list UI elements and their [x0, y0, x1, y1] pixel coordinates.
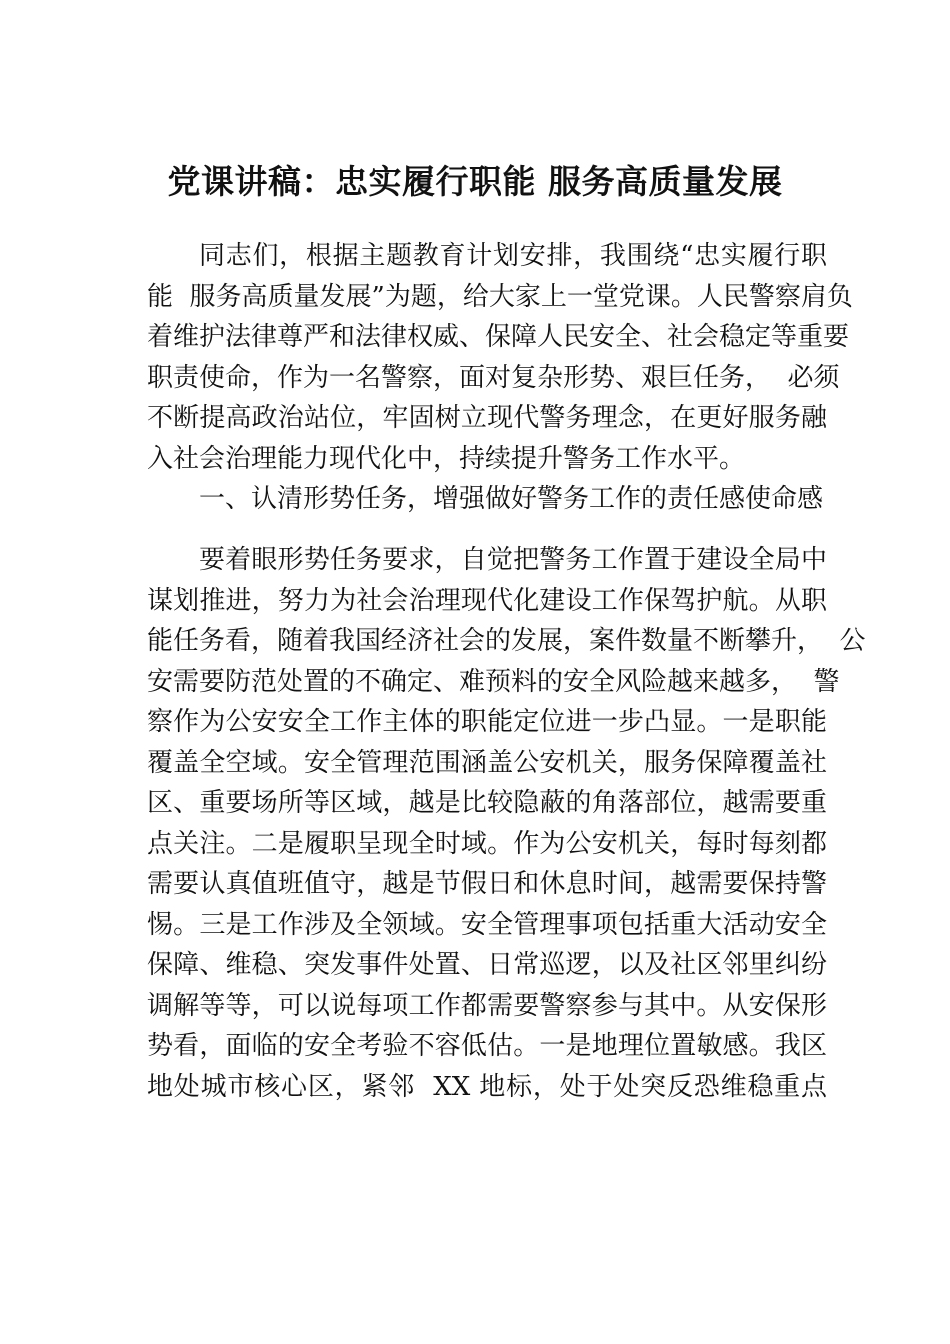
text-line: 地处城市核心区，紧邻 XX 地标，处于处突反恐维稳重点: [147, 1071, 827, 1102]
text-line: 谋划推进，努力为社会治理现代化建设工作保驾护航。从职: [147, 585, 827, 616]
text-line: 能任务看，随着我国经济社会的发展，案件数量不断攀升， 公: [147, 626, 866, 656]
text-line: 保障、维稳、突发事件处置、日常巡逻，以及社区邻里纠纷: [147, 950, 827, 980]
text-line: 点关注。二是履职呈现全时域。作为公安机关，每时每刻都: [147, 828, 827, 859]
text-line: 职责使命，作为一名警察，面对复杂形势、艰巨任务， 必须: [147, 362, 840, 393]
text-line: 区、重要场所等区域，越是比较隐蔽的角落部位，越需要重: [147, 788, 827, 818]
text-line: 不断提高政治站位，牢固树立现代警务理念，在更好服务融: [147, 403, 827, 433]
paragraph-situation: [147, 540, 866, 1107]
text-line: 安需要防范处置的不确定、难预料的安全风险越来越多， 警: [147, 666, 840, 697]
text-line: 惕。三是工作涉及全领域。安全管理事项包括重大活动安全: [147, 909, 827, 940]
text-line: 同志们，根据主题教育计划安排，我围绕“忠实履行职: [199, 241, 827, 271]
text-line: 调解等等，可以说每项工作都需要警察参与其中。从安保形: [147, 990, 827, 1021]
text-line: 着维护法律尊严和法律权威、保障人民安全、社会稳定等重要: [147, 322, 850, 352]
paragraph-intro: [147, 236, 853, 520]
text-line: 需要认真值班值守，越是节假日和休息时间，越需要保持警: [147, 869, 827, 899]
text-line: 察作为公安安全工作主体的职能定位进一步凸显。一是职能: [147, 707, 827, 737]
section-heading: 一、认清形势任务，增强做好警务工作的责任感使命感: [199, 484, 824, 514]
text-line: 入社会治理能力现代化中，持续提升警务工作水平。: [147, 443, 746, 474]
text-line: 要着眼形势任务要求，自觉把警务工作置于建设全局中: [199, 545, 827, 575]
text-line: 覆盖全空域。安全管理范围涵盖公安机关，服务保障覆盖社: [147, 747, 827, 778]
document-title: 党课讲稿：忠实履行职能 服务高质量发展: [167, 162, 783, 201]
text-line: 势看，面临的安全考验不容低估。一是地理位置敏感。我区: [147, 1031, 827, 1061]
text-line: 能 服务高质量发展”为题，给大家上一堂党课。人民警察肩负: [147, 281, 853, 312]
